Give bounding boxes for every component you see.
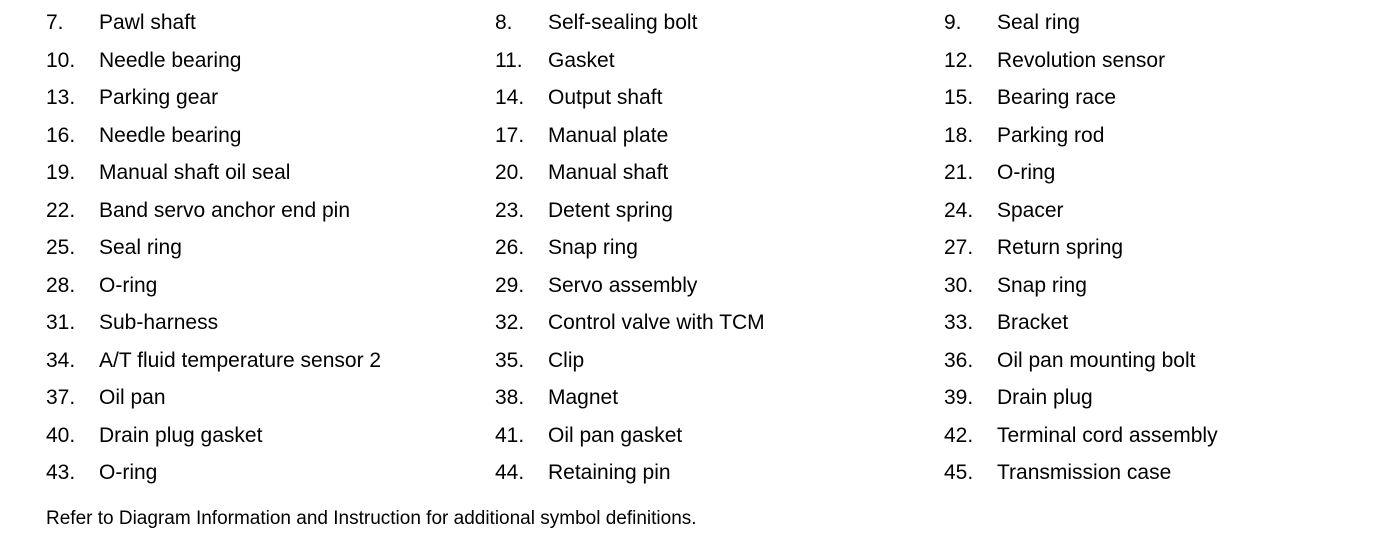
legend-row — [0, 79, 1376, 117]
item-number: 38. — [495, 386, 525, 409]
item-number: 18. — [944, 123, 974, 147]
item-number: 31. — [46, 311, 76, 334]
item-name: Manual plate — [548, 123, 669, 147]
item-name: Transmission case — [997, 461, 1172, 484]
parts-legend — [0, 4, 1376, 492]
item-number: 16. — [46, 123, 76, 147]
item-name: Revolution sensor — [997, 48, 1166, 72]
item-name: Clip — [548, 348, 585, 372]
item-name: Control valve with TCM — [548, 311, 765, 334]
item-name: Bearing race — [997, 86, 1117, 109]
item-number: 34. — [46, 348, 76, 372]
item-number: 32. — [495, 311, 525, 334]
item-name: O-ring — [99, 273, 158, 297]
item-name: Parking gear — [99, 86, 219, 109]
item-number: 36. — [944, 348, 974, 372]
item-number: 15. — [944, 86, 974, 109]
item-name: Seal ring — [99, 236, 182, 259]
item-number: 22. — [46, 198, 76, 222]
legend-row — [0, 342, 1376, 380]
item-number: 12. — [944, 48, 974, 72]
legend-row — [0, 117, 1376, 155]
legend-row — [0, 229, 1376, 267]
item-number: 37. — [46, 386, 76, 409]
item-number: 33. — [944, 311, 974, 334]
item-number: 35. — [495, 348, 525, 372]
item-number: 7. — [46, 11, 64, 34]
item-name: Oil pan gasket — [548, 423, 683, 447]
item-number: 8. — [495, 11, 513, 34]
item-name: Servo assembly — [548, 273, 698, 297]
item-number: 42. — [944, 423, 974, 447]
item-name: Sub-harness — [99, 311, 219, 334]
item-name: Band servo anchor end pin — [99, 198, 351, 222]
item-number: 28. — [46, 273, 76, 297]
item-number: 39. — [944, 386, 974, 409]
item-name: Retaining pin — [548, 461, 671, 484]
item-number: 9. — [944, 11, 962, 34]
item-number: 45. — [944, 461, 974, 484]
item-number: 19. — [46, 161, 76, 184]
item-name: Detent spring — [548, 198, 673, 222]
item-name: Parking rod — [997, 123, 1105, 147]
item-number: 14. — [495, 86, 525, 109]
item-number: 13. — [46, 86, 76, 109]
item-name: Snap ring — [548, 236, 638, 259]
legend-row — [0, 192, 1376, 230]
item-name: Gasket — [548, 48, 615, 72]
legend-row — [0, 4, 1376, 42]
item-name: O-ring — [99, 461, 158, 484]
legend-row — [0, 454, 1376, 492]
item-name: Needle bearing — [99, 48, 242, 72]
item-name: Drain plug gasket — [99, 423, 263, 447]
legend-row — [0, 379, 1376, 417]
item-name: O-ring — [997, 161, 1056, 184]
item-number: 20. — [495, 161, 525, 184]
legend-row — [0, 267, 1376, 305]
item-number: 27. — [944, 236, 974, 259]
item-number: 17. — [495, 123, 525, 147]
item-name: Manual shaft oil seal — [99, 161, 291, 184]
item-name: Self-sealing bolt — [548, 11, 698, 34]
item-number: 43. — [46, 461, 76, 484]
item-name: Oil pan — [99, 386, 166, 409]
item-name: Magnet — [548, 386, 619, 409]
item-number: 25. — [46, 236, 76, 259]
item-name: Terminal cord assembly — [997, 423, 1218, 447]
item-name: Seal ring — [997, 11, 1080, 34]
item-name: Return spring — [997, 236, 1124, 259]
legend-row — [0, 304, 1376, 342]
legend-row — [0, 42, 1376, 80]
item-number: 26. — [495, 236, 525, 259]
item-number: 41. — [495, 423, 525, 447]
item-number: 24. — [944, 198, 974, 222]
item-name: Output shaft — [548, 86, 663, 109]
item-name: Oil pan mounting bolt — [997, 348, 1196, 372]
footnote: Refer to Diagram Information and Instruction for additional symbol definitions. — [46, 508, 697, 529]
item-number: 30. — [944, 273, 974, 297]
legend-row — [0, 417, 1376, 455]
item-number: 29. — [495, 273, 525, 297]
item-name: Spacer — [997, 198, 1064, 222]
item-name: Manual shaft — [548, 161, 669, 184]
item-name: Needle bearing — [99, 123, 242, 147]
item-name: Drain plug — [997, 386, 1093, 409]
item-number: 44. — [495, 461, 525, 484]
item-number: 10. — [46, 48, 76, 72]
item-name: Snap ring — [997, 273, 1087, 297]
item-number: 11. — [495, 48, 523, 72]
item-number: 23. — [495, 198, 525, 222]
item-name: A/T fluid temperature sensor 2 — [99, 348, 382, 372]
item-number: 21. — [944, 161, 974, 184]
item-name: Pawl shaft — [99, 11, 196, 34]
legend-row — [0, 154, 1376, 192]
item-name: Bracket — [997, 311, 1069, 334]
item-number: 40. — [46, 423, 76, 447]
